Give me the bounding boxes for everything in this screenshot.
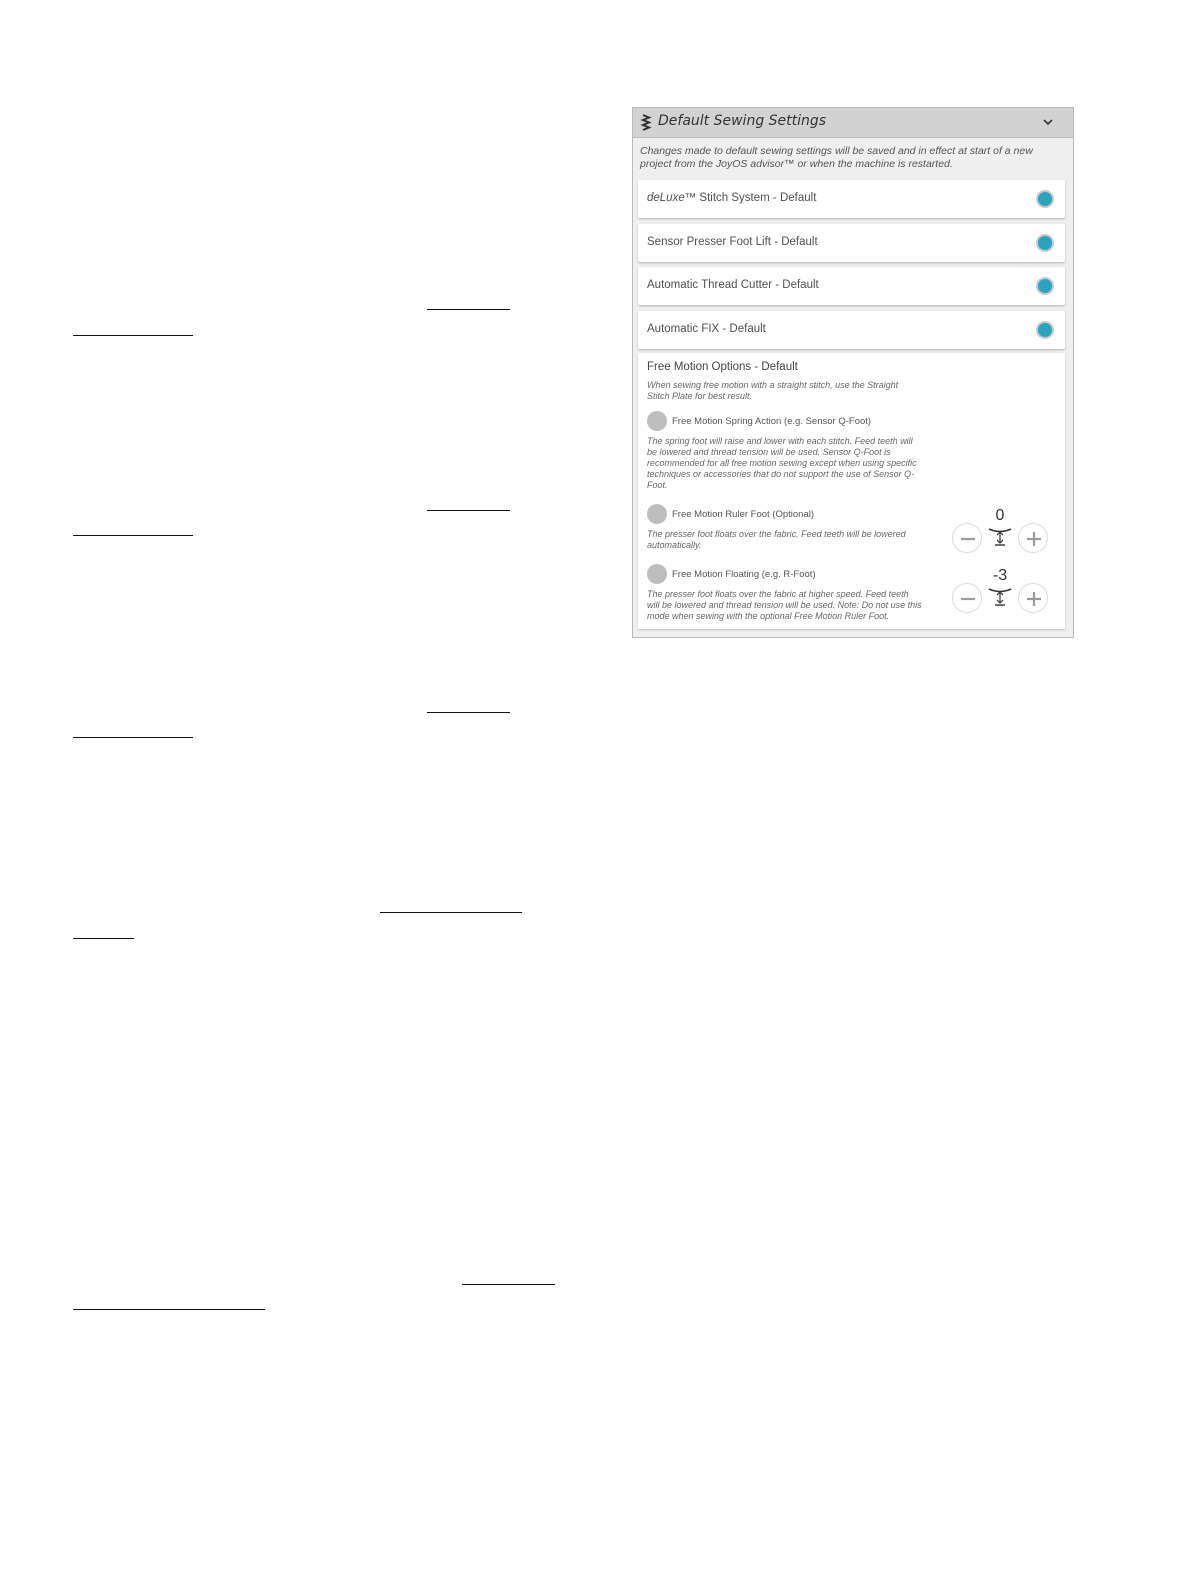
radio-ruler-foot[interactable]: [647, 504, 667, 524]
plus-icon: [1025, 530, 1043, 548]
toggle-deluxe-stitch-system[interactable]: [1036, 190, 1054, 208]
panel-header[interactable]: [633, 108, 1073, 138]
free-motion-options-section: [638, 353, 1065, 629]
minus-icon: [959, 590, 977, 608]
radio-floating[interactable]: [647, 564, 667, 584]
free-motion-title: Free Motion Options - Default: [647, 361, 798, 373]
setting-row-automatic-fix[interactable]: [638, 311, 1065, 349]
option-label-spring-action[interactable]: Free Motion Spring Action (e.g. Sensor Q-Foot): [672, 416, 872, 427]
stitch-zigzag-icon: [640, 114, 652, 132]
option-desc-spring-action: The spring foot will raise and lower with each stitch. Feed teeth will be lowered and thread tension will be used. Sensor Q-Foot is recommended for all free motion sewing except when using specific techniques or accessories that do not support the use of Sensor Q-Foot.: [647, 436, 917, 490]
setting-label: Automatic FIX - Default: [647, 323, 766, 335]
option-desc-ruler-foot: The presser foot floats over the fabric. Feed teeth will be lowered automatically.: [647, 529, 906, 550]
link-underline: [380, 912, 522, 913]
link-underline: [427, 309, 510, 310]
link-underline: [73, 938, 134, 939]
floating-increase-button[interactable]: [1018, 583, 1048, 613]
setting-label: Sensor Presser Foot Lift - Default: [647, 236, 818, 248]
toggle-sensor-presser-foot-lift[interactable]: [1036, 234, 1054, 252]
link-underline: [73, 535, 193, 536]
link-underline: [427, 712, 510, 713]
floating-height-value: -3: [992, 567, 1008, 584]
link-underline: [427, 510, 510, 511]
option-desc-floating: The presser foot floats over the fabric at higher speed. Feed teeth will be lowered and thread tension will be used. Note: Do not use this mode when sewing with the optional Free Motion Ruler Foot.: [647, 589, 922, 621]
link-underline: [73, 335, 193, 336]
setting-row-automatic-thread-cutter[interactable]: [638, 267, 1065, 305]
plus-icon: [1025, 590, 1043, 608]
toggle-automatic-fix[interactable]: [1036, 321, 1054, 339]
ruler-foot-increase-button[interactable]: [1018, 523, 1048, 553]
toggle-automatic-thread-cutter[interactable]: [1036, 277, 1054, 295]
link-underline: [73, 737, 193, 738]
setting-row-deluxe-stitch-system[interactable]: [638, 180, 1065, 218]
panel-title: Default Sewing Settings: [658, 113, 827, 129]
radio-spring-action[interactable]: [647, 411, 667, 431]
setting-row-sensor-presser-foot-lift[interactable]: [638, 224, 1065, 262]
default-sewing-settings-panel: [632, 107, 1074, 638]
option-label-floating[interactable]: Free Motion Floating (e.g. R-Foot): [672, 569, 816, 580]
minus-icon: [959, 530, 977, 548]
link-underline: [73, 1309, 265, 1310]
ruler-foot-decrease-button[interactable]: [952, 523, 982, 553]
presser-foot-height-icon: [987, 526, 1013, 548]
setting-label: Automatic Thread Cutter - Default: [647, 279, 819, 291]
floating-decrease-button[interactable]: [952, 583, 982, 613]
presser-foot-height-icon: [987, 586, 1013, 608]
link-underline: [462, 1284, 555, 1285]
panel-intro-text: Changes made to default sewing settings will be saved and in effect at start of a new project from the JoyOS advisor™ or when the machine is restarted.: [640, 145, 1033, 170]
chevron-down-icon[interactable]: [1041, 117, 1055, 127]
ruler-foot-height-value: 0: [995, 507, 1005, 524]
free-motion-note: When sewing free motion with a straight stitch, use the Straight Stitch Plate for best result.: [647, 380, 899, 401]
setting-label: deLuxe™ Stitch System - Default: [647, 192, 817, 204]
option-label-ruler-foot[interactable]: Free Motion Ruler Foot (Optional): [672, 509, 815, 520]
